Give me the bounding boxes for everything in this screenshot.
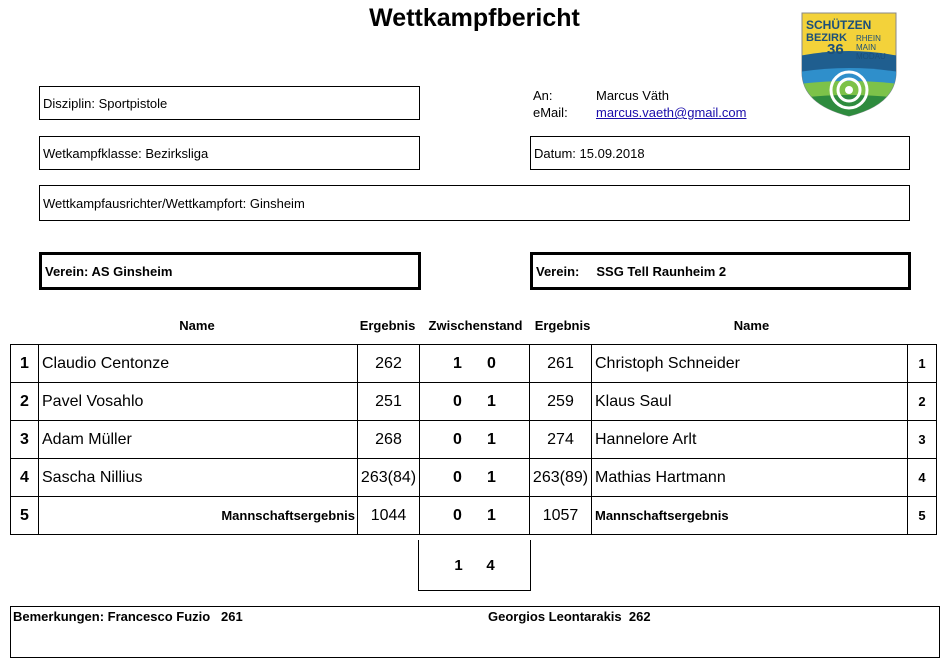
datum-field: Datum: 15.09.2018 xyxy=(530,136,910,170)
row-index-right: 3 xyxy=(908,421,937,459)
left-score: 251 xyxy=(358,383,420,421)
right-shooter-name: Klaus Saul xyxy=(592,383,908,421)
left-shooter-name: Claudio Centonze xyxy=(39,345,358,383)
verein-right xyxy=(530,252,911,290)
row-index-right: 1 xyxy=(908,345,937,383)
remarks-box xyxy=(10,606,940,658)
points-right: 1 xyxy=(487,430,496,448)
right-score: 263(89) xyxy=(530,459,592,497)
intermediate-score xyxy=(420,497,530,535)
final-score xyxy=(418,540,531,591)
table-row xyxy=(11,459,937,497)
intermediate-score xyxy=(420,345,530,383)
team-score-right: 1057 xyxy=(530,497,592,535)
verein-right-label: Verein: xyxy=(536,263,580,279)
disziplin-field: Disziplin: Sportpistole xyxy=(39,86,420,120)
row-index: 4 xyxy=(11,459,39,497)
points-right: 1 xyxy=(487,468,496,486)
right-shooter-name: Mathias Hartmann xyxy=(592,459,908,497)
right-score: 274 xyxy=(530,421,592,459)
row-index: 1 xyxy=(11,345,39,383)
points-left: 0 xyxy=(453,430,462,448)
row-index: 3 xyxy=(11,421,39,459)
row-index-right: 5 xyxy=(908,497,937,535)
table-row xyxy=(11,383,937,421)
row-index: 5 xyxy=(11,497,39,535)
verein-left: Verein: AS Ginsheim xyxy=(39,252,421,290)
header-ergebnis-left: Ergebnis xyxy=(359,318,416,333)
results-table xyxy=(10,344,937,535)
table-row xyxy=(11,421,937,459)
team-result-label-right: Mannschaftsergebnis xyxy=(592,497,908,535)
left-score: 263(84) xyxy=(358,459,420,497)
svg-text:SCHÜTZEN: SCHÜTZEN xyxy=(806,18,872,32)
svg-text:MODAU: MODAU xyxy=(856,52,886,61)
left-shooter-name: Adam Müller xyxy=(39,421,358,459)
final-points-right: 4 xyxy=(486,556,495,574)
club-logo xyxy=(799,10,899,118)
points-left: 0 xyxy=(453,506,462,524)
header-ergebnis-right: Ergebnis xyxy=(534,318,591,333)
remarks-left: Bemerkungen: Francesco Fuzio 261 xyxy=(13,609,243,624)
header-name-right: Name xyxy=(733,318,770,333)
right-shooter-name: Christoph Schneider xyxy=(592,345,908,383)
left-score: 262 xyxy=(358,345,420,383)
points-left: 0 xyxy=(453,468,462,486)
header-zwischenstand: Zwischenstand xyxy=(428,318,523,333)
team-result-label-left: Mannschaftsergebnis xyxy=(39,497,358,535)
left-score: 268 xyxy=(358,421,420,459)
row-index: 2 xyxy=(11,383,39,421)
email-label: eMail: xyxy=(533,105,568,120)
team-score-left: 1044 xyxy=(358,497,420,535)
table-row xyxy=(11,345,937,383)
page-title: Wettkampfbericht xyxy=(369,4,580,32)
left-shooter-name: Sascha Nillius xyxy=(39,459,358,497)
ausrichter-field: Wettkampfausrichter/Wettkampfort: Ginsheim xyxy=(39,185,910,221)
final-points-left: 1 xyxy=(454,556,463,574)
wettkampfklasse-field: Wetkampfklasse: Bezirksliga xyxy=(39,136,420,170)
points-right: 0 xyxy=(487,354,496,372)
right-shooter-name: Hannelore Arlt xyxy=(592,421,908,459)
recipient-name: Marcus Väth xyxy=(596,88,669,103)
verein-right-name: SSG Tell Raunheim 2 xyxy=(596,263,727,279)
svg-text:MAIN: MAIN xyxy=(856,43,876,52)
points-left: 0 xyxy=(453,392,462,410)
svg-text:RHEIN: RHEIN xyxy=(856,34,881,43)
points-right: 1 xyxy=(487,392,496,410)
row-index-right: 2 xyxy=(908,383,937,421)
row-index-right: 4 xyxy=(908,459,937,497)
left-shooter-name: Pavel Vosahlo xyxy=(39,383,358,421)
intermediate-score xyxy=(420,459,530,497)
intermediate-score xyxy=(420,421,530,459)
points-left: 1 xyxy=(453,354,462,372)
svg-text:36: 36 xyxy=(827,41,844,58)
email-link[interactable]: marcus.vaeth@gmail.com xyxy=(596,105,747,120)
recipient-label: An: xyxy=(533,88,553,103)
svg-text:BEZIRK: BEZIRK xyxy=(806,32,847,44)
intermediate-score xyxy=(420,383,530,421)
points-right: 1 xyxy=(487,506,496,524)
team-total-row xyxy=(11,497,937,535)
header-name-left: Name xyxy=(179,318,215,333)
right-score: 259 xyxy=(530,383,592,421)
right-score: 261 xyxy=(530,345,592,383)
remarks-right: Georgios Leontarakis 262 xyxy=(488,609,651,624)
